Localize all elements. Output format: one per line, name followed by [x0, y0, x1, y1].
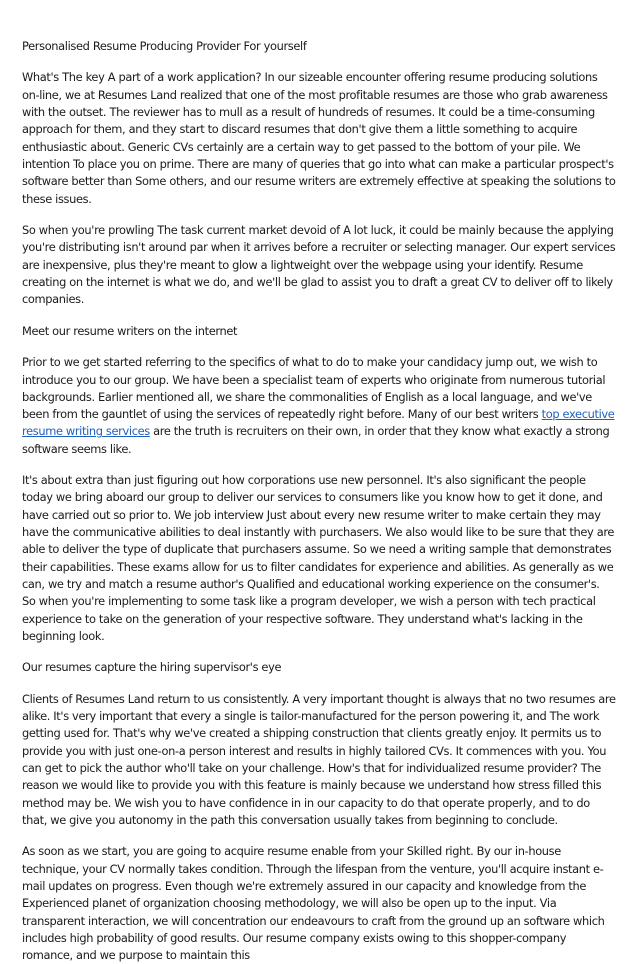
- document-title: Personalised Resume Producing Provider For yourself: [22, 39, 307, 53]
- section-heading-writers: Meet our resume writers on the internet: [22, 323, 238, 338]
- paragraph-intro: What's The key A part of a work application? In our sizeable encounter offering resume producing solutions on-line, we at Resumes Land realized that one of the most profitable resumes are those who grab awareness with the outset. The reviewer has to mull as a result of hundreds of resumes. It could be a time-consuming approach for them, and they start to discard resumes that don't give them a little something to acquire enthusiastic about. Generic CVs certainly are a certain way to get passed to the bottom of your pile. We intention To place you on prime. There are many of queries that go into what can make a particular prospect's software better than Some others, and our resume writers are extremely effective at speaking the solutions to these issues.: [22, 70, 616, 206]
- paragraph-team: [22, 354, 616, 458]
- executive-resume-link[interactable]: top executive resume writing services: [22, 407, 615, 439]
- paragraph-team-text-2: are the truth is recruiters on their own, in order that they know what exactly a strong software seems like.: [22, 424, 610, 456]
- paragraph-clients: Clients of Resumes Land return to us consistently. A very important thought is always that no two resumes are alike. It's very important that every a single is tailor-manufactured for the person powering it, and The work getting used for. That's why we've created a shipping construction that clients greatly enjoy. It permits us to provide you with just one-on-a person interest and results in highly tailored CVs. It commences with you. You can get to pick the author who'll take on your challenge. How's that for individualized resume provider? The reason we would like to provide you with this feature is mainly because we understand how stress filled this method may be. We wish you to have confidence in in our capacity to do that operate properly, and to do that, we give you autonomy in the path this conversation usually takes from beginning to conclude.: [22, 691, 616, 827]
- section-heading-capture: Our resumes capture the hiring supervisor's eye: [22, 660, 282, 675]
- paragraph-hiring: It's about extra than just figuring out how corporations use new personnel. It's also significant the people today we bring aboard our group to deliver our services to consumers like you know how to get it done, and have carried out so prior to. We job interview Just about every new resume writer to make certain they may have the communicative abilities to deal instantly with purchasers. We also would like to be sure that they are able to deliver the type of duplicate that purchasers assume. So we need a writing sample that demonstrates their capabilities. These exams allow for us to filter candidates for experience and abilities. As generally as we can, we try and match a resume author's Qualified and educational working experience on the consumer's. So when you're implementing to some task like a program developer, we wish a person with tech practical experience to take on the generation of your respective software. They understand what's lacking in the beginning look.: [22, 473, 615, 643]
- paragraph-job-market: So when you're prowling The task current market devoid of A lot luck, it could be mainly because the applying you're distributing isn't around par when it arrives before a recruiter or selecting manager. Our expert services are inexpensive, plus they're meant to glow a lightweight over the webpage using your identify. Resume creating on the internet is what we do, and we'll be glad to assist you to draft a great CV to deliver off to likely companies.: [22, 223, 616, 307]
- paragraph-process: As soon as we start, you are going to acquire resume enable from your Skilled right. By our in-house technique, your CV normally takes condition. Through the lifespan from the venture, you'll acquire instant e-mail updates on progress. Even though we're extremely assured in our capacity and knowledge from the Experienced planet of organization choosing methodology, we will also be open up to the input. Via transparent interaction, we will concentration our endeavours to craft from the ground up an software which includes high probability of good results. Our resume company exists owing to this shopper-company romance, and we purpose to maintain this: [22, 844, 605, 963]
- paragraph-team-text-1: Prior to we get started referring to the specifics of what to do to make your candidacy jump out, we wish to introduce you to our group. We have been a specialist team of experts who originate from numerous tutorial backgrounds. Earlier mentioned all, we share the commonalities of English as a local language, and we've been from the gauntlet of using the services of repeatedly right before. Many of our best writers: [22, 355, 606, 422]
